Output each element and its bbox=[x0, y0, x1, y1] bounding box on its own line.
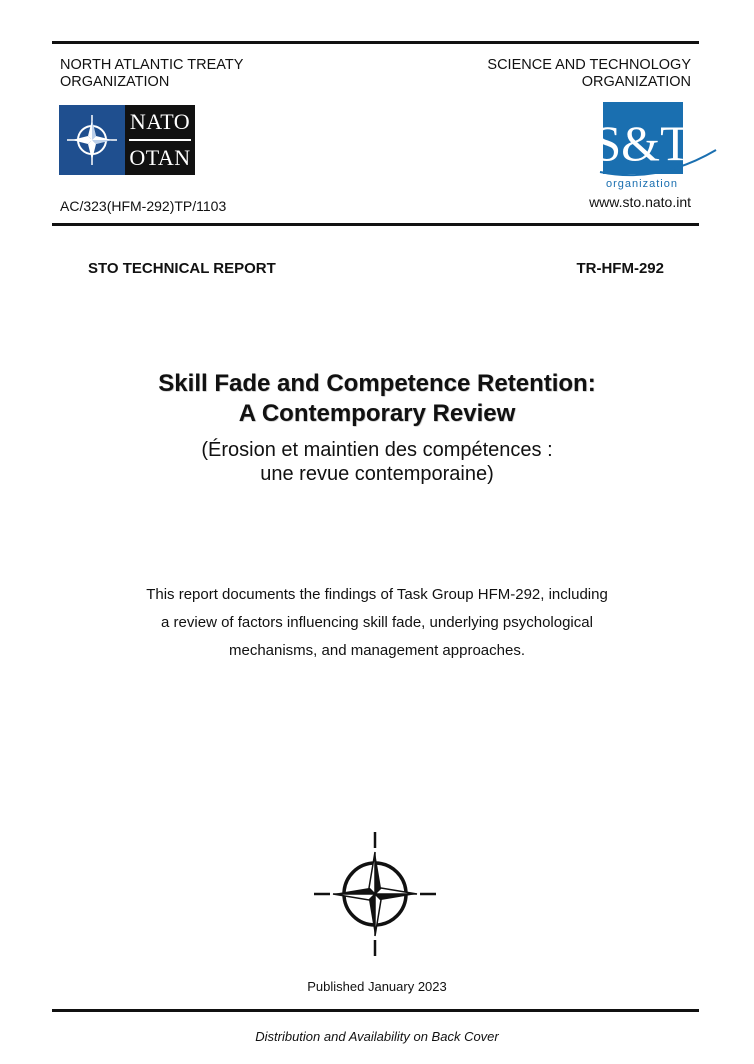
sto-org-name: SCIENCE AND TECHNOLOGY ORGANIZATION bbox=[487, 57, 691, 90]
report-title-line2: A Contemporary Review bbox=[238, 400, 516, 427]
report-title-line1: Skill Fade and Competence Retention: bbox=[158, 370, 596, 397]
description-line3: mechanisms, and management approaches. bbox=[228, 642, 525, 659]
st-logo bbox=[598, 102, 720, 190]
report-number: TR-HFM-292 bbox=[576, 260, 664, 277]
french-title-line1: (Érosion et maintien des compétences : bbox=[201, 439, 553, 461]
document-code: AC/323(HFM-292)TP/1103 bbox=[60, 198, 227, 214]
top-rule bbox=[52, 41, 699, 44]
description-line2: a review of factors influencing skill fade, underlying psychological bbox=[161, 614, 593, 631]
publication-date: Published January 2023 bbox=[307, 979, 447, 994]
nato-logo bbox=[59, 105, 195, 175]
nato-logo-word-bottom: OTAN bbox=[129, 145, 191, 170]
french-title-line2: une revue contemporaine) bbox=[260, 463, 494, 485]
header-rule bbox=[52, 223, 699, 226]
st-logo-subtext: organization bbox=[606, 178, 678, 190]
nato-compass-star-icon bbox=[314, 832, 436, 956]
st-logo-text: S&T bbox=[598, 115, 691, 171]
nato-compass-rose-icon bbox=[59, 105, 125, 175]
website-link[interactable]: www.sto.nato.int bbox=[589, 194, 691, 210]
nato-logo-word-top: NATO bbox=[129, 109, 191, 134]
description-line1: This report documents the findings of Task Group HFM-292, including bbox=[146, 586, 608, 603]
distribution-note: Distribution and Availability on Back Cover bbox=[255, 1029, 499, 1044]
nato-org-name: NORTH ATLANTIC TREATY ORGANIZATION bbox=[60, 57, 244, 90]
report-type-label: STO TECHNICAL REPORT bbox=[88, 260, 276, 277]
footer-rule bbox=[52, 1009, 699, 1012]
